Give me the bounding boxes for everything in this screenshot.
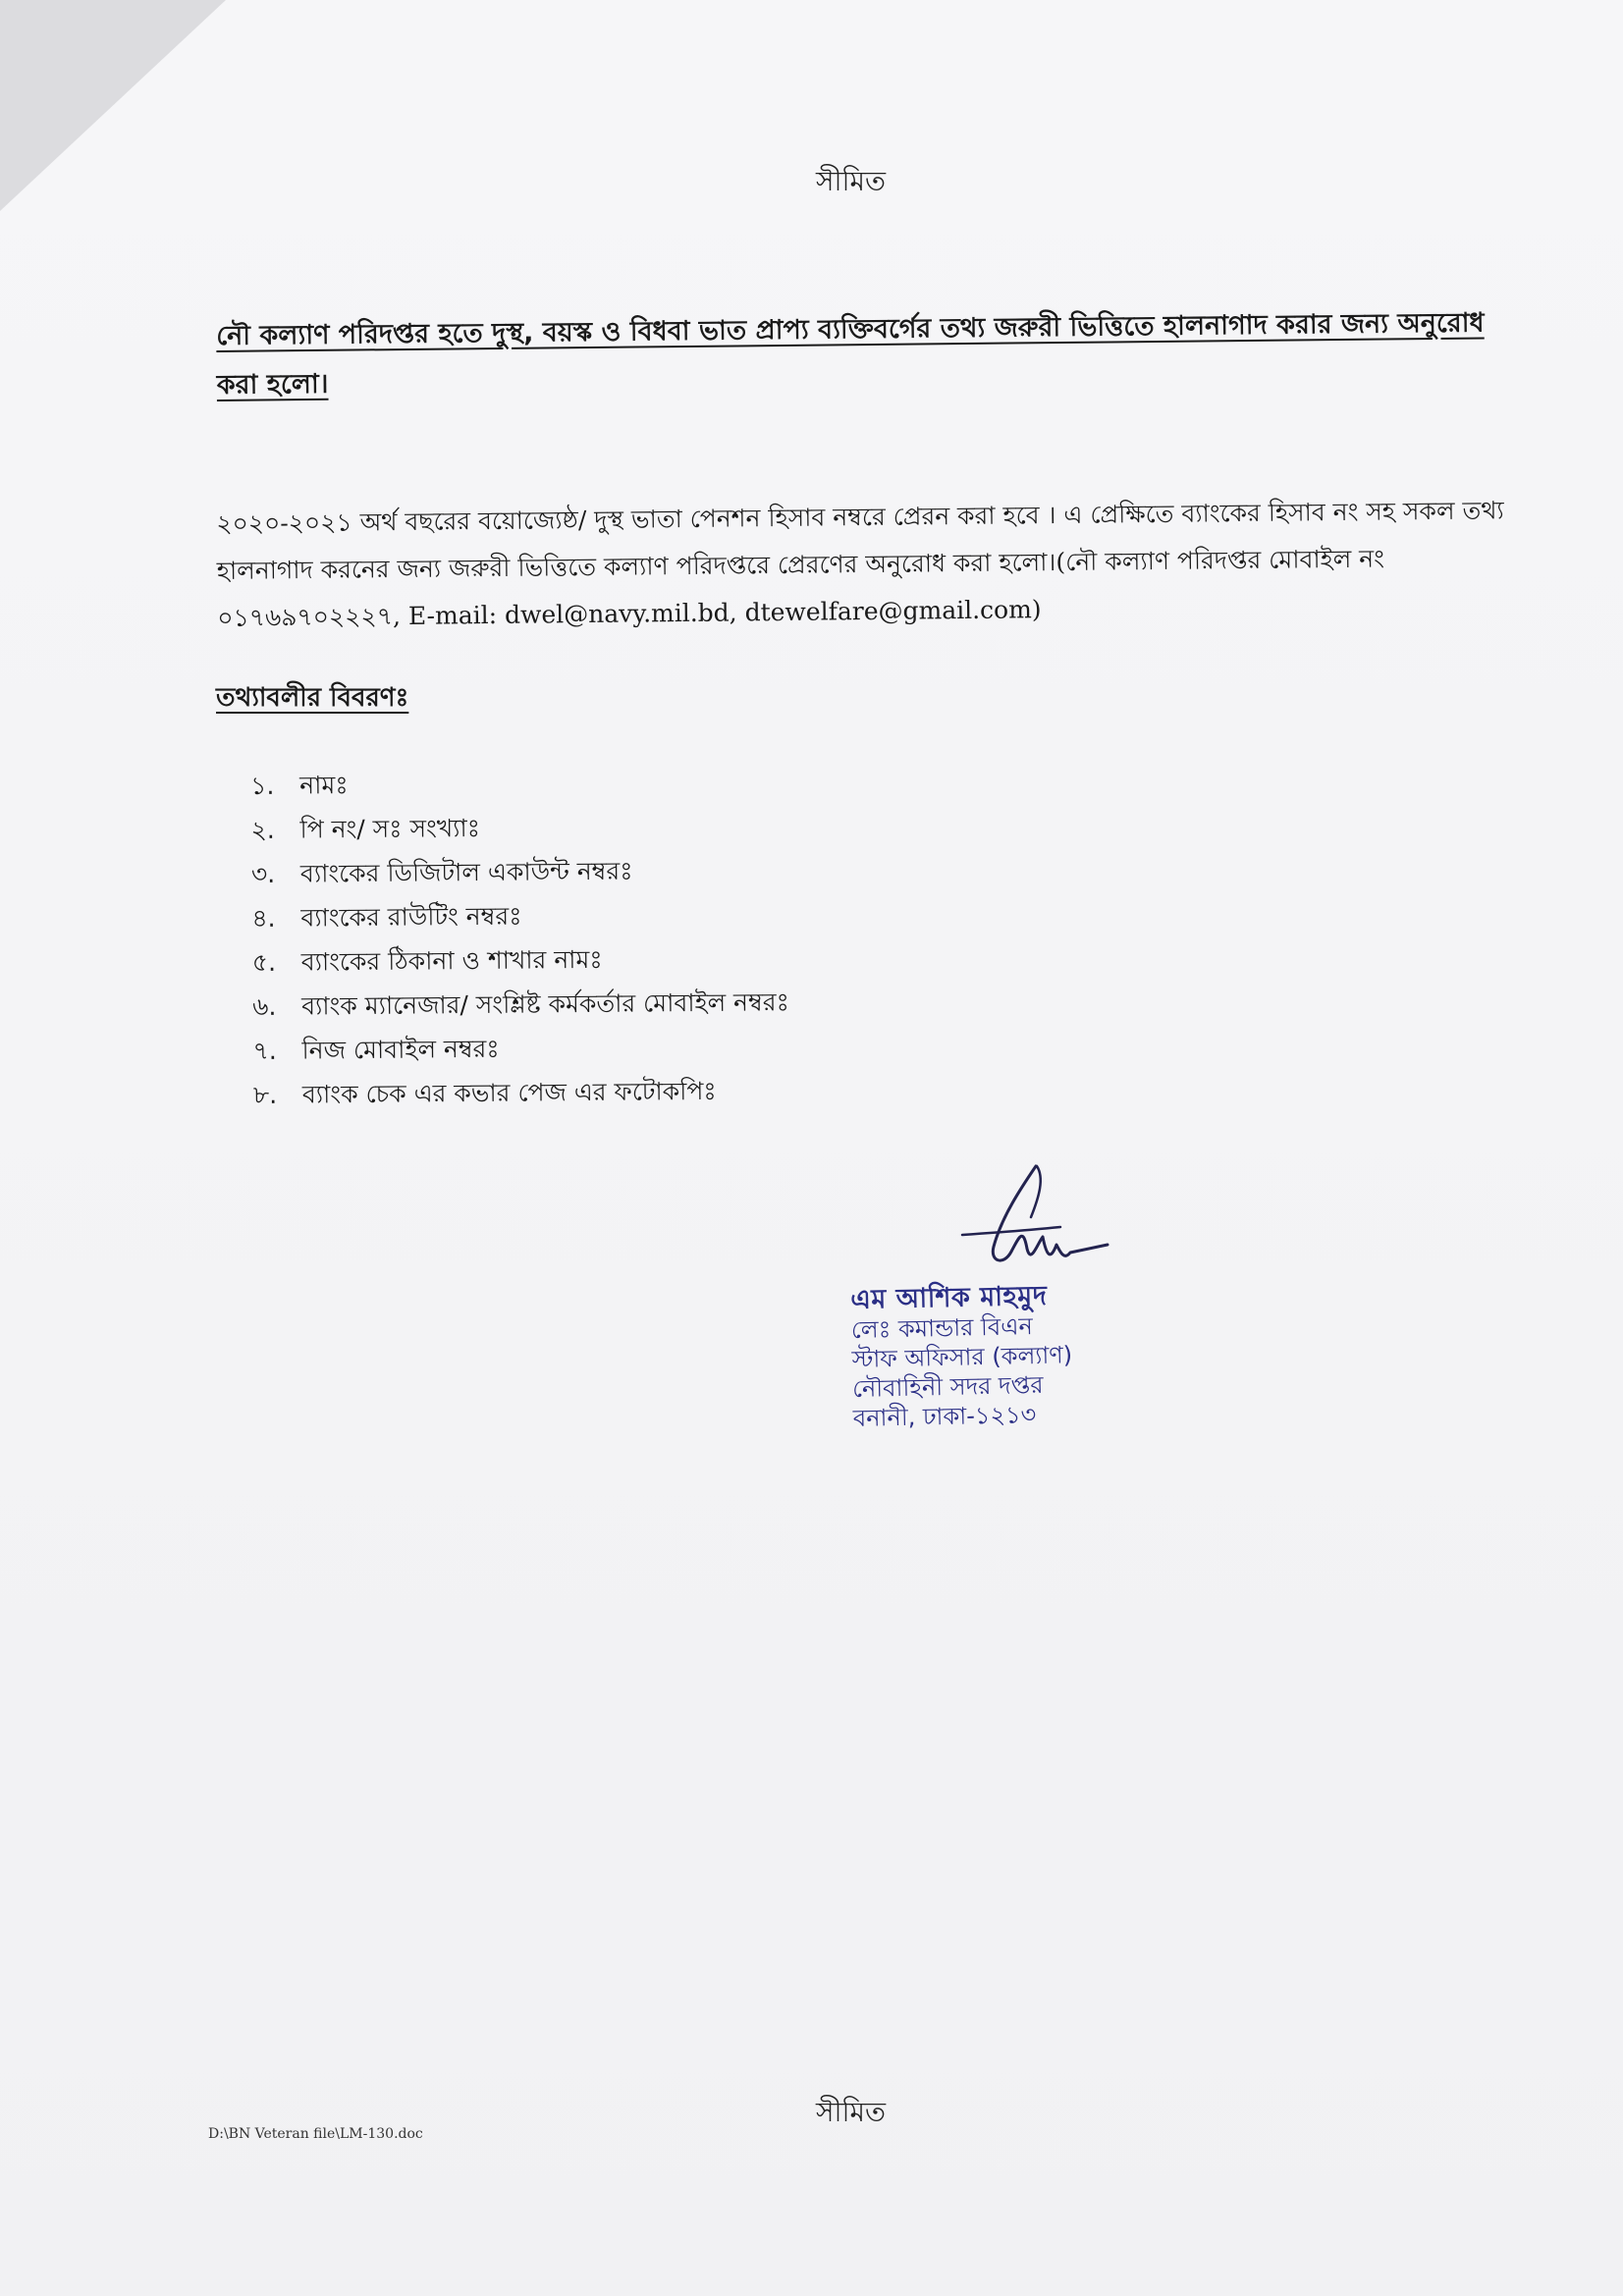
handwritten-signature — [943, 1158, 1109, 1296]
list-item-label: ব্যাংকের ঠিকানা ও শাখার নামঃ — [300, 944, 603, 977]
list-item-number: ৫. — [251, 947, 277, 977]
list-item-number: ৪. — [251, 903, 276, 933]
list-item — [250, 803, 787, 852]
list-item-label: নামঃ — [299, 771, 349, 800]
stamp-office: নৌবাহিনী সদর দপ্তর — [851, 1370, 1044, 1403]
list-item — [252, 935, 789, 985]
classification-bottom: সীমিত — [815, 2096, 887, 2128]
body-paragraph: ২০২০-২০২১ অর্থ বছরের বয়োজ্যেষ্ঠ/ দুস্থ ভাতা পেনশন হিসাব নম্বরে প্রেরন করা হবে । এ প্রেক্ষিতে ব্যাংকের হিসাব নং সহ সকল তথ্য হালনাগাদ করনের জন্য জরুরী ভিত্তিতে কল্যাণ পরিদপ্তরে প্রেরণের অনুরোধ করা হলো।(নৌ কল্যাণ পরিদপ্তর মোবাইল নং ০১৭৬৯৭০২২২৭, E-mail: dwel@navy.mil.bd, dtewelfare@gmail.com) — [216, 496, 1504, 632]
list-item-number: ৮. — [252, 1080, 278, 1109]
section-heading: তথ্যাবলীর বিবরণঃ — [216, 683, 409, 713]
stamp-address: বনানী, ঢাকা-১২১৩ — [852, 1401, 1037, 1432]
list-item-number: ৩. — [250, 859, 276, 888]
stamp-rank: লেঃ কমান্ডার বিএন — [850, 1312, 1034, 1344]
list-item — [250, 759, 787, 808]
list-item-number: ২. — [250, 815, 275, 844]
list-item-label: ব্যাংক চেক এর কভার পেজ এর ফটোকপিঃ — [301, 1076, 717, 1109]
list-item-label: ব্যাংকের ডিজিটাল একাউন্ট নম্বরঃ — [299, 856, 633, 888]
list-item — [252, 980, 789, 1029]
list-item — [252, 1024, 789, 1073]
list-item-number: ১. — [250, 771, 275, 800]
stamp-name: এম আশিক মাহমুদ — [849, 1280, 1048, 1315]
list-item-number: ৬. — [252, 991, 277, 1021]
list-item — [251, 891, 788, 940]
list-item-label: ব্যাংকের রাউটিং নম্বরঃ — [300, 901, 522, 933]
classification-top: সীমিত — [815, 165, 887, 197]
field-list — [250, 759, 790, 1117]
list-item-label: পি নং/ সঃ সংখ্যাঃ — [299, 813, 481, 844]
list-item — [251, 847, 788, 896]
officer-stamp — [850, 1281, 1074, 1433]
stamp-designation: স্টাফ অফিসার (কল্যাণ) — [851, 1341, 1073, 1373]
list-item — [253, 1068, 790, 1117]
signature-icon — [943, 1158, 1109, 1296]
subject-line: নৌ কল্যাণ পরিদপ্তর হতে দুস্থ, বয়স্ক ও বিধবা ভাত প্রাপ্য ব্যক্তিবর্গের তথ্য জরুরী ভিত্তিতে হালনাগাদ করার জন্য অনুরোধ করা হলো। — [216, 307, 1485, 400]
list-item-label: নিজ মোবাইল নম্বরঃ — [301, 1034, 500, 1065]
list-item-number: ৭. — [252, 1036, 277, 1065]
file-path: D:\BN Veteran file\LM-130.doc — [208, 2126, 423, 2142]
list-item-label: ব্যাংক ম্যানেজার/ সংশ্লিষ্ট কর্মকর্তার মোবাইল নম্বরঃ — [301, 988, 789, 1021]
